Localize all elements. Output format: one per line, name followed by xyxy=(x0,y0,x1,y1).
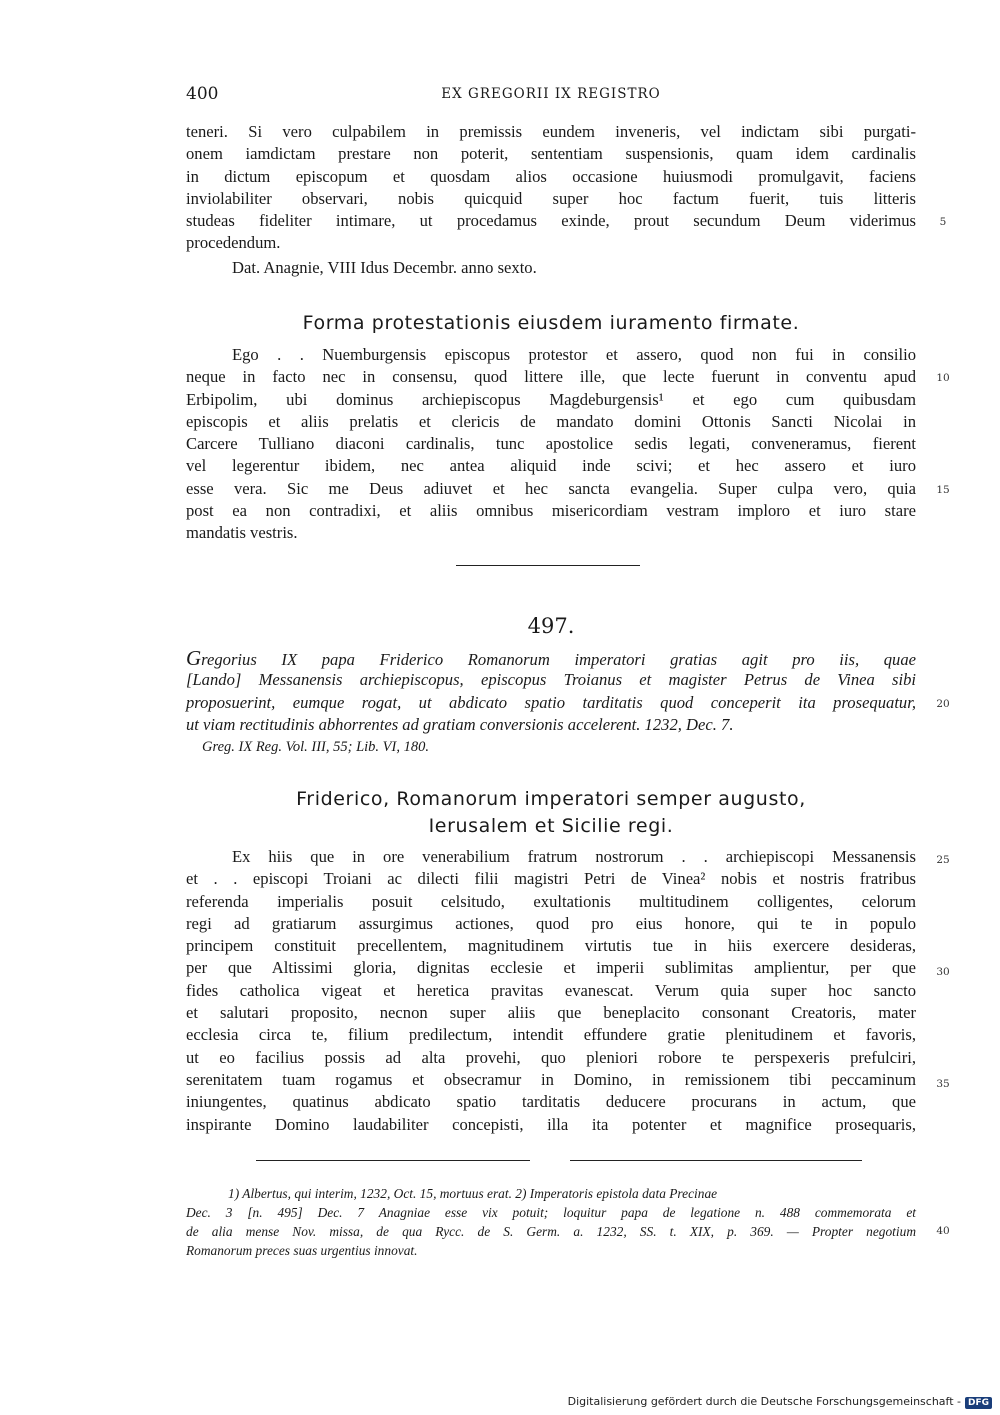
footnote-line: 1) Albertus, qui interim, 1232, Oct. 15, mortuus erat. 2) Imperatoris epistola data Precinae xyxy=(228,1186,718,1201)
text-line: Carcere Tulliano diaconi cardinalis, tunc apostolice sedis legati, conveneramus, fierent xyxy=(186,434,916,454)
text-line: mandatis vestris. xyxy=(186,523,298,543)
text-line: inviolabiliter observari, nobis quicquid super hoc factum fuerit, tuis litteris xyxy=(186,188,916,208)
line-number: 10 xyxy=(936,372,950,384)
line-number: 15 xyxy=(936,484,950,496)
text-line: Ego . . Nuemburgensis episcopus protestor et assero, quod non fui in consilio xyxy=(232,345,916,364)
text-line: Erbipolim, ubi dominus archiepiscopus Magdeburgensis¹ et ego cum quibusdam xyxy=(186,389,916,409)
section-divider xyxy=(456,565,640,566)
text-line: ut viam rectitudinis abhorrentes ad gratiam conversionis accelerent. 1232, Dec. 7. xyxy=(186,714,734,734)
line-number: 5 xyxy=(939,216,947,228)
text-line: vel legerentur ibidem, nec antea aliquid inde scivi; et hec assero et iuro xyxy=(186,456,916,476)
text-line: studeas fideliter intimare, ut procedamus exinde, prout secundum Deum viderimus xyxy=(186,211,916,231)
footnote-rule-right xyxy=(570,1160,862,1161)
text-line: neque in facto nec in consensu, quod littere ille, que lecte fuerunt in conventu apud xyxy=(186,367,916,387)
footnote-line: de alia mense Nov. missa, de qua Rycc. de S. Germ. a. 1232, SS. t. XIX, p. 369. — Propter negotium xyxy=(186,1224,916,1239)
text-line: referenda imperialis posuit celsitudo, exultationis multitudinem colligentes, celorum xyxy=(186,891,916,911)
document-number: 497. xyxy=(527,614,575,638)
footnote-line: Dec. 3 [n. 495] Dec. 7 Anagniae esse vix potuit; loquitur papa de legatione n. 488 commemorata et xyxy=(186,1205,916,1220)
text-line: esse vera. Sic me Deus adiuvet et hec sancta evangelia. Super culpa vero, quia xyxy=(186,478,916,498)
dfg-logo: DFG xyxy=(965,1397,992,1409)
credit-text: Digitalisierung gefördert durch die Deutsche Forschungsgemeinschaft - xyxy=(567,1395,961,1408)
source-reference: Greg. IX Reg. Vol. III, 55; Lib. VI, 180. xyxy=(202,739,429,756)
text-line: regi ad gratiarum assurgimus actiones, quod pro eius honore, qui te in populo xyxy=(186,913,916,933)
text-line: teneri. Si vero culpabilem in premissis eundem inveneris, vel indictam sibi purgati- xyxy=(186,122,916,141)
text-line: ut eo facilius possis ad alta provehi, quo pleniori robore te perspexeris prefulciri, xyxy=(186,1047,916,1067)
footnotes xyxy=(186,1184,916,1260)
text-line: onem iamdictam prestare non poterit, sententiam suspensionis, quam idem cardinalis xyxy=(186,144,916,164)
line-number: 25 xyxy=(936,854,950,866)
text-line: episcopis et aliis prelatis et clericis de mandato domini Ottonis Sancti Nicolai in xyxy=(186,411,916,431)
section-heading: Forma protestationis eiusdem iuramento firmate. xyxy=(302,312,800,334)
line-number: 40 xyxy=(936,1225,950,1237)
footnote-rule-left xyxy=(256,1160,530,1161)
text-line: et salutari proposito, necnon super aliis que beneplacito consonant Creatoris, mater xyxy=(186,1003,916,1023)
page-number: 400 xyxy=(186,84,219,104)
text-line: Ex hiis que in ore venerabilium fratrum nostrorum . . archiepiscopi Messanensis xyxy=(232,847,916,866)
paragraph-3 xyxy=(186,846,916,1136)
text-line: principem constituit precellentem, magnitudinem virtutis tue in hiis exercere desideras, xyxy=(186,936,916,956)
paragraph-2 xyxy=(186,344,916,545)
drop-cap: G xyxy=(186,646,202,670)
footnote-line: Romanorum preces suas urgentius innovat. xyxy=(186,1243,418,1258)
address-heading: Friderico, Romanorum imperatori semper augusto, Ierusalem et Sicilie regi. xyxy=(296,788,806,837)
text-line: [Lando] Messanensis archiepiscopus, episcopus Troianus et magister Petrus de Vinea sibi xyxy=(186,670,916,690)
digitization-credit xyxy=(568,1395,992,1409)
text-line: proposuerint, eumque rogat, ut abdicato spatio tarditatis quod conceperit ita prosequatur, xyxy=(186,692,916,712)
dating-clause: Dat. Anagnie, VIII Idus Decembr. anno sexto. xyxy=(232,257,537,277)
line-number: 30 xyxy=(936,966,950,978)
text-line: post ea non contradixi, et aliis omnibus misericordiam vestram imploro et iuro stare xyxy=(186,501,916,521)
text-line: fides catholica vigeat et heretica pravitas evanescat. Verum quia super hoc sancto xyxy=(186,980,916,1000)
line-number: 20 xyxy=(936,698,950,710)
text-line: procedendum. xyxy=(186,233,281,253)
running-title: EX GREGORII IX REGISTRO xyxy=(441,86,661,102)
text-line: Gregorius IX papa Friderico Romanorum imperatori gratias agit pro iis, quae xyxy=(186,646,916,670)
text-line: serenitatem tuam rogamus et obsecramur in Domino, in remissionem tibi peccaminum xyxy=(186,1069,916,1089)
text-line: per que Altissimi gloria, dignitas ecclesie et imperii sublimitas amplientur, per que xyxy=(186,958,916,978)
text-line: ecclesia circa te, filium predilectum, intendit effundere gratie plenitudinem et favoris, xyxy=(186,1025,916,1045)
text-line: in dictum episcopum et quosdam alios occasione huiusmodi promulgavit, faciens xyxy=(186,166,916,186)
running-head xyxy=(186,84,916,108)
text-line: iniungentes, quatinus abdicato spatio tarditatis deducere procurans in actum, que xyxy=(186,1092,916,1112)
text-line: et . . episcopi Troiani ac dilecti filii magistri Petri de Vinea² nobis et nostris fratribus xyxy=(186,869,916,889)
line-number: 35 xyxy=(936,1078,950,1090)
text-line: inspirante Domino laudabiliter concepisti, illa ita potenter et magnifice prosequaris, xyxy=(186,1114,916,1134)
regest xyxy=(186,647,916,758)
paragraph-1 xyxy=(186,121,916,279)
